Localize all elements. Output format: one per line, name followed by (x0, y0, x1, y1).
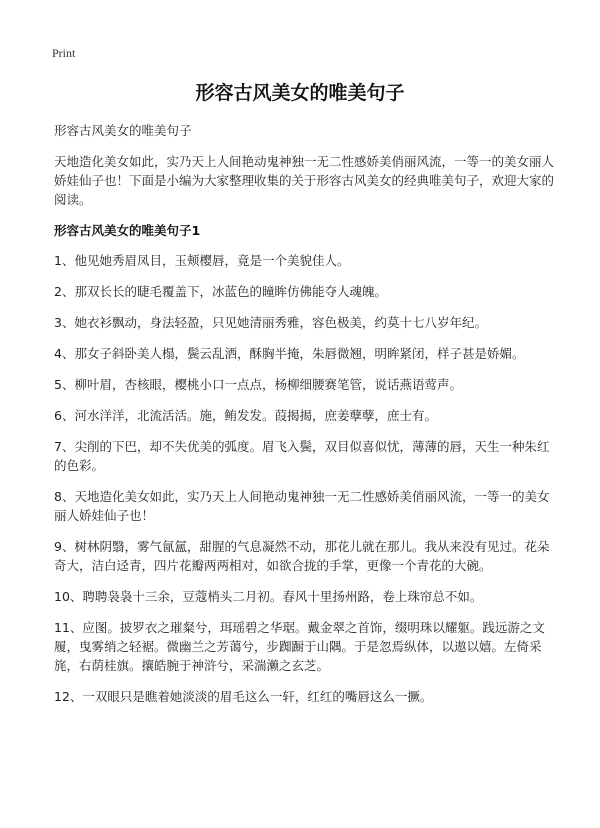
sentence-item: 1、他见她秀眉凤目，玉颊樱唇，竟是一个美貌佳人。 (54, 253, 350, 268)
sentence-item: 4、那女子斜卧美人榻，鬓云乱洒，酥胸半掩，朱唇微翘，明眸紧闭，样子甚是娇媚。 (54, 346, 525, 361)
sentence-item: 3、她衣衫飘动，身法轻盈，只见她清丽秀雅，容色极美，约莫十七八岁年纪。 (54, 315, 487, 330)
sentence-item: 6、河水洋洋，北流活活。施，鲔发发。葭揭揭，庶姜孽孽，庶士有。 (54, 408, 437, 423)
sentence-list (54, 251, 554, 706)
document-body (54, 121, 554, 718)
intro-paragraph: 天地造化美女如此，实乃天上人间艳动鬼神独一无二性感娇美俏丽风流，一等一的美女丽人娇娃仙子也！下面是小编为大家整理收集的关于形容古风美女的经典唯美句子，欢迎大家的阅读。 (54, 154, 555, 207)
sentence-item: 11、应图。披罗衣之璀粲兮，珥瑶碧之华琚。戴金翠之首饰，缀明珠以耀躯。践远游之文履，曳雾绡之轻裾。微幽兰之芳蔼兮，步踟蹰于山隅。于是忽焉纵体，以遨以嬉。左倚采旄，右荫桂旗。攘皓腕于神浒兮，采湍濑之玄芝。 (54, 620, 545, 673)
document-subtitle: 形容古风美女的唯美句子 (54, 123, 192, 138)
sentence-item: 7、尖削的下巴，却不失优美的弧度。眉飞入鬓，双目似喜似忧，薄薄的唇，天生一种朱红的色彩。 (54, 439, 550, 473)
sentence-item: 10、聘聘袅袅十三余，豆蔻梢头二月初。春风十里扬州路，卷上珠帘总不如。 (54, 589, 483, 604)
print-link[interactable]: Print (52, 46, 76, 60)
document-title: 形容古风美女的唯美句子 (195, 82, 405, 104)
sentence-item: 9、树林阴翳，雾气氤氲，甜腥的气息凝然不动，那花儿就在那儿。我从来没有见过。花朵奇大，洁白迳青，四片花瓣两两相对，如欲合拢的手掌，更像一个青花的大碗。 (54, 539, 550, 573)
sentence-item: 12、一双眼只是瞧着她淡淡的眉毛这么一轩，红红的嘴唇这么一撅。 (54, 689, 433, 704)
section-heading: 形容古风美女的唯美句子1 (54, 223, 201, 238)
sentence-item: 5、柳叶眉，杏核眼，樱桃小口一点点，杨柳细腰赛笔管，说话燕语莺声。 (54, 377, 462, 392)
sentence-item: 2、那双长长的睫毛覆盖下，冰蓝色的瞳眸仿佛能夺人魂魄。 (54, 284, 387, 299)
sentence-item: 8、天地造化美女如此，实乃天上人间艳动鬼神独一无二性感娇美俏丽风流，一等一的美女丽人娇娃仙子也！ (54, 489, 550, 523)
